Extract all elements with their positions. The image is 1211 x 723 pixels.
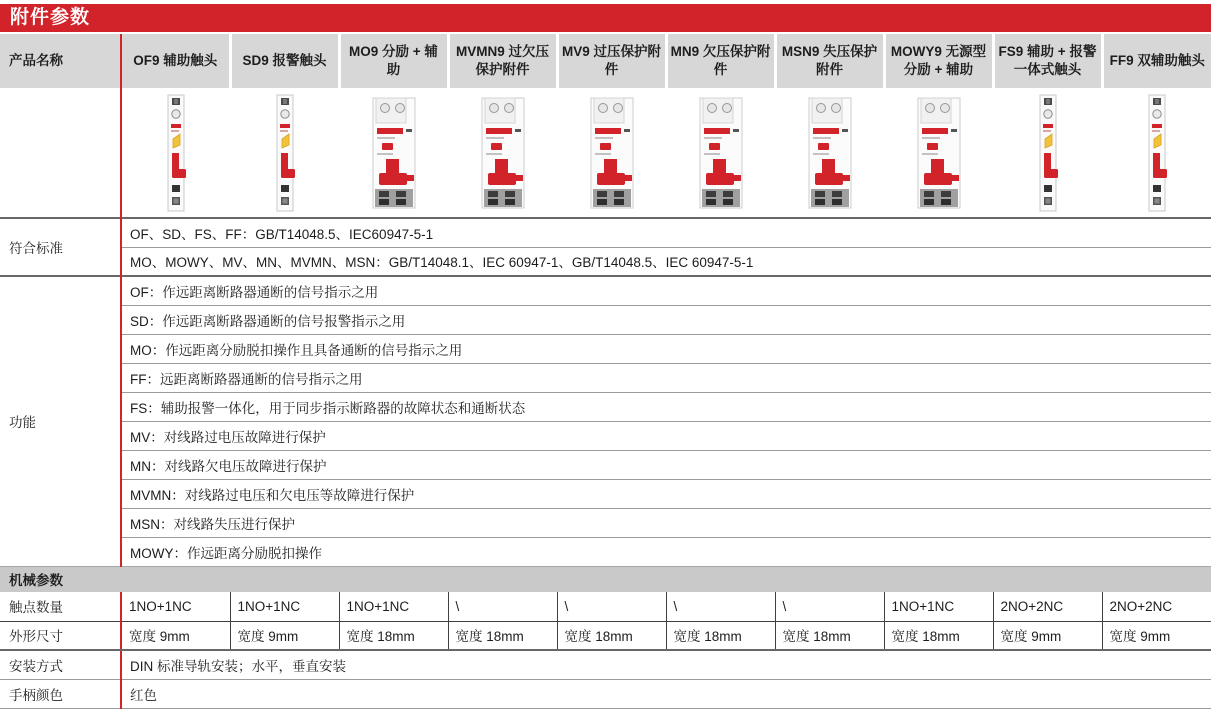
standards-row (0, 218, 1211, 247)
standards-row (0, 247, 1211, 276)
product-image-cell-3 (448, 88, 557, 218)
standards-value-0: OF、SD、FS、FF：GB/T14048.5、IEC60947-5-1 (121, 218, 1211, 247)
column-header-product-7: MOWY9 无源型分励 + 辅助 (884, 34, 993, 88)
contact-count-value-7: 1NO+1NC (884, 592, 993, 621)
product-image-row (0, 88, 1211, 218)
contact-count-value-3: \ (448, 592, 557, 621)
contact-count-value-4: \ (557, 592, 666, 621)
product-image-cell-5 (666, 88, 775, 218)
breaker-module-wide-icon (370, 95, 418, 211)
breaker-module-wide-icon (479, 95, 527, 211)
function-row (0, 421, 1211, 450)
install-method-row (0, 650, 1211, 679)
contact-count-value-9: 2NO+2NC (1102, 592, 1211, 621)
size-value-3: 宽度 18mm (448, 621, 557, 650)
column-header-product-6: MSN9 失压保护附件 (775, 34, 884, 88)
product-image-cell-7 (884, 88, 993, 218)
column-header-product-3: MVMN9 过欠压保护附件 (448, 34, 557, 88)
function-row (0, 450, 1211, 479)
size-value-6: 宽度 18mm (775, 621, 884, 650)
contact-count-value-1: 1NO+1NC (230, 592, 339, 621)
function-value-2: MO：作远距离分励脱扣操作且具备通断的信号指示之用 (121, 334, 1211, 363)
breaker-module-wide-icon (588, 95, 636, 211)
breaker-module-narrow-icon (1144, 93, 1170, 213)
function-row (0, 537, 1211, 566)
column-header-product-8: FS9 辅助 + 报警一体式触头 (993, 34, 1102, 88)
breaker-module-narrow-icon (1035, 93, 1061, 213)
contact-count-value-6: \ (775, 592, 884, 621)
column-header-product-2: MO9 分励 + 辅助 (339, 34, 448, 88)
contact-count-value-0: 1NO+1NC (121, 592, 230, 621)
function-row (0, 479, 1211, 508)
image-row-label-cell (0, 88, 121, 218)
product-image-cell-0 (121, 88, 230, 218)
function-value-8: MSN：对线路失压进行保护 (121, 508, 1211, 537)
function-value-1: SD：作远距离断路器通断的信号报警指示之用 (121, 305, 1211, 334)
function-value-6: MN：对线路欠电压故障进行保护 (121, 450, 1211, 479)
column-header-product-0: OF9 辅助触头 (121, 34, 230, 88)
size-value-2: 宽度 18mm (339, 621, 448, 650)
row-label-functions: 功能 (0, 276, 121, 566)
contact-count-value-8: 2NO+2NC (993, 592, 1102, 621)
column-header-product-4: MV9 过压保护附件 (557, 34, 666, 88)
function-row (0, 334, 1211, 363)
breaker-module-narrow-icon (272, 93, 298, 213)
row-label-handle-color: 手柄颜色 (0, 679, 121, 708)
function-row (0, 363, 1211, 392)
contact-count-row (0, 592, 1211, 621)
function-value-0: OF：作远距离断路器通断的信号指示之用 (121, 276, 1211, 305)
product-image-cell-4 (557, 88, 666, 218)
function-row (0, 276, 1211, 305)
product-image-cell-2 (339, 88, 448, 218)
size-value-9: 宽度 9mm (1102, 621, 1211, 650)
breaker-module-wide-icon (806, 95, 854, 211)
column-header-product-name: 产品名称 (0, 34, 121, 88)
function-value-4: FS：辅助报警一体化，用于同步指示断路器的故障状态和通断状态 (121, 392, 1211, 421)
size-row (0, 621, 1211, 650)
column-header-row (0, 34, 1211, 88)
row-label-contact-count: 触点数量 (0, 592, 121, 621)
breaker-module-wide-icon (697, 95, 745, 211)
function-row (0, 392, 1211, 421)
contact-count-value-5: \ (666, 592, 775, 621)
mechanical-section-title: 机械参数 (0, 566, 1211, 592)
row-label-standards: 符合标准 (0, 218, 121, 276)
function-value-9: MOWY：作远距离分励脱扣操作 (121, 537, 1211, 566)
function-value-7: MVMN：对线路过电压和欠电压等故障进行保护 (121, 479, 1211, 508)
size-value-4: 宽度 18mm (557, 621, 666, 650)
row-label-install-method: 安装方式 (0, 650, 121, 679)
function-row (0, 305, 1211, 334)
size-value-1: 宽度 9mm (230, 621, 339, 650)
breaker-module-wide-icon (915, 95, 963, 211)
product-image-cell-6 (775, 88, 884, 218)
size-value-7: 宽度 18mm (884, 621, 993, 650)
function-row (0, 508, 1211, 537)
size-value-0: 宽度 9mm (121, 621, 230, 650)
product-image-cell-9 (1102, 88, 1211, 218)
mechanical-section-band (0, 566, 1211, 592)
function-value-3: FF：远距离断路器通断的信号指示之用 (121, 363, 1211, 392)
product-image-cell-1 (230, 88, 339, 218)
handle-color-value: 红色 (121, 679, 1211, 708)
column-header-product-1: SD9 报警触头 (230, 34, 339, 88)
handle-color-row (0, 679, 1211, 708)
column-header-product-5: MN9 欠压保护附件 (666, 34, 775, 88)
page-title: 附件参数 (0, 4, 1211, 32)
size-value-8: 宽度 9mm (993, 621, 1102, 650)
column-header-product-9: FF9 双辅助触头 (1102, 34, 1211, 88)
size-value-5: 宽度 18mm (666, 621, 775, 650)
row-label-size: 外形尺寸 (0, 621, 121, 650)
install-method-value: DIN 标准导轨安装；水平，垂直安装 (121, 650, 1211, 679)
standards-value-1: MO、MOWY、MV、MN、MVMN、MSN：GB/T14048.1、IEC 60947-1、GB/T14048.5、IEC 60947-5-1 (121, 247, 1211, 276)
function-value-5: MV：对线路过电压故障进行保护 (121, 421, 1211, 450)
contact-count-value-2: 1NO+1NC (339, 592, 448, 621)
product-image-cell-8 (993, 88, 1102, 218)
accessory-spec-table (0, 34, 1211, 709)
breaker-module-narrow-icon (163, 93, 189, 213)
